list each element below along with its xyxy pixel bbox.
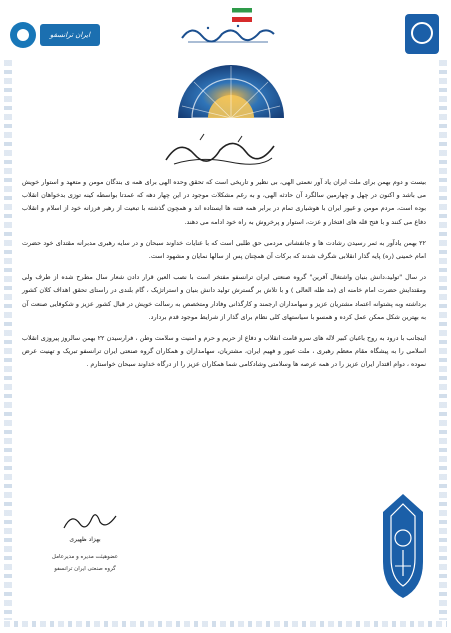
signatory-company: گروه صنعتی ایران ترانسفو bbox=[54, 566, 116, 572]
bottom-ornament-border bbox=[4, 621, 447, 627]
left-ornament-border bbox=[4, 60, 12, 620]
paragraph-4: اینجانب با درود به روح باغبان کبیر لاله های سرو قامت انقلاب و دفاع از حریم و حرم و امنیت و سلامت وطن ، فرارسیدن ۲۲ بهمن سالروز پیروزی انقلاب اسلامی را به پیشگاه مقام معظم رهبری ، ملت غیور و فهیم ایران، مشتریان، سهامداران و همکاران گروه صنعتی ایران ترانسفو تبریک و تهنیت عرض نموده ، دوام اقتدار ایران عزیز را در همه عرصه ها وسلامتی وشادکامی شما همکاران عزیز را از درگاه خداوند سبحان خواستارم . bbox=[22, 334, 427, 369]
letter-body bbox=[22, 176, 426, 380]
paragraph-2: ۲۲ بهمن یادآور به ثمر رسیدن رشادت ها و جانفشانی مردمی حق طلبی است که با عنایات خداوند سبحان و در سایه رهبری مدبرانه مقتدای خود حضرت امام خمینی (ره) پایه گذار انقلابی شگرف شدند که برکات آن همچنان پس از سالها نمایان و مشهود است. bbox=[22, 238, 426, 261]
logo-mark-icon bbox=[10, 22, 36, 48]
ornamental-emblem bbox=[377, 492, 429, 600]
letter-header bbox=[0, 0, 451, 120]
signatory-name: بهزاد ظهیری bbox=[69, 536, 101, 543]
right-ornament-border bbox=[439, 60, 447, 620]
signature-block bbox=[40, 508, 130, 588]
paragraph-1: بیست و دوم بهمن برای ملت ایران یاد آور نعمتی الهی، بی نظیر و تاریخی است که تحقق وحده الهی برای همه ی بندگان مومن و متعهد و استوار خویش می باشد و اکنون در چهل و چهارمین سالگرد آن حادثه الهی، و به رغم مشکلات موجود در این چهار دهه که عمدتا بواسطه کینه توزی بدخواهان انقلاب بوده است، مردم مومن و غیور ایران با هوشیاری تمام در برابر همه فتنه ها ایستاده اند و همچون گذشته با تبعیت از رهبر فرزانه خود از اسلام و انقلاب دفاع می کنند و با فتح قله های افتخار و عزت، استوار و پرخروش به راه خود ادامه می دهند. bbox=[22, 178, 426, 226]
iran-transfo-logo bbox=[10, 22, 100, 48]
signatory-title: عضوهیئت مدیره و مدیرعامل bbox=[51, 554, 119, 560]
islamic-rosette-ornament bbox=[172, 50, 290, 118]
iran-transfo-seal-icon bbox=[405, 14, 439, 54]
handwritten-signature bbox=[60, 508, 120, 534]
bismillah-calligraphy bbox=[160, 130, 280, 168]
paragraph-3: در سال "تولید،دانش بنیان واشتغال آفرین" گروه صنعتی ایران ترانسفو مفتخر است با نصب العین قرار دادن شعار سال مطرح شده از طرف ولی ومقتدایش حضرت امام خامنه ای (مد ظله العالی ) و با تلاش بر گسترش تولید دانش بنیان و استراتژیک ، گام بلندی در راستای تحقق اهداف کلان کشور برداشته وبه پشتوانه اعتماد مشتریان عزیز و سهامداران ارجمند و کارگذانی وفادار ومتخصص به رسالت خویش در قبال کشور عزیز و شکوفایی صنعت آن به بهترین شکل ممکن عمل کرده و همسو با سیاستهای کلی نظام برای گذار از شرایط موجود قدم بردارد. bbox=[22, 273, 426, 321]
calligraphy-title-image bbox=[178, 18, 278, 46]
logo-wordmark: ایران ترانسفو bbox=[40, 24, 100, 46]
